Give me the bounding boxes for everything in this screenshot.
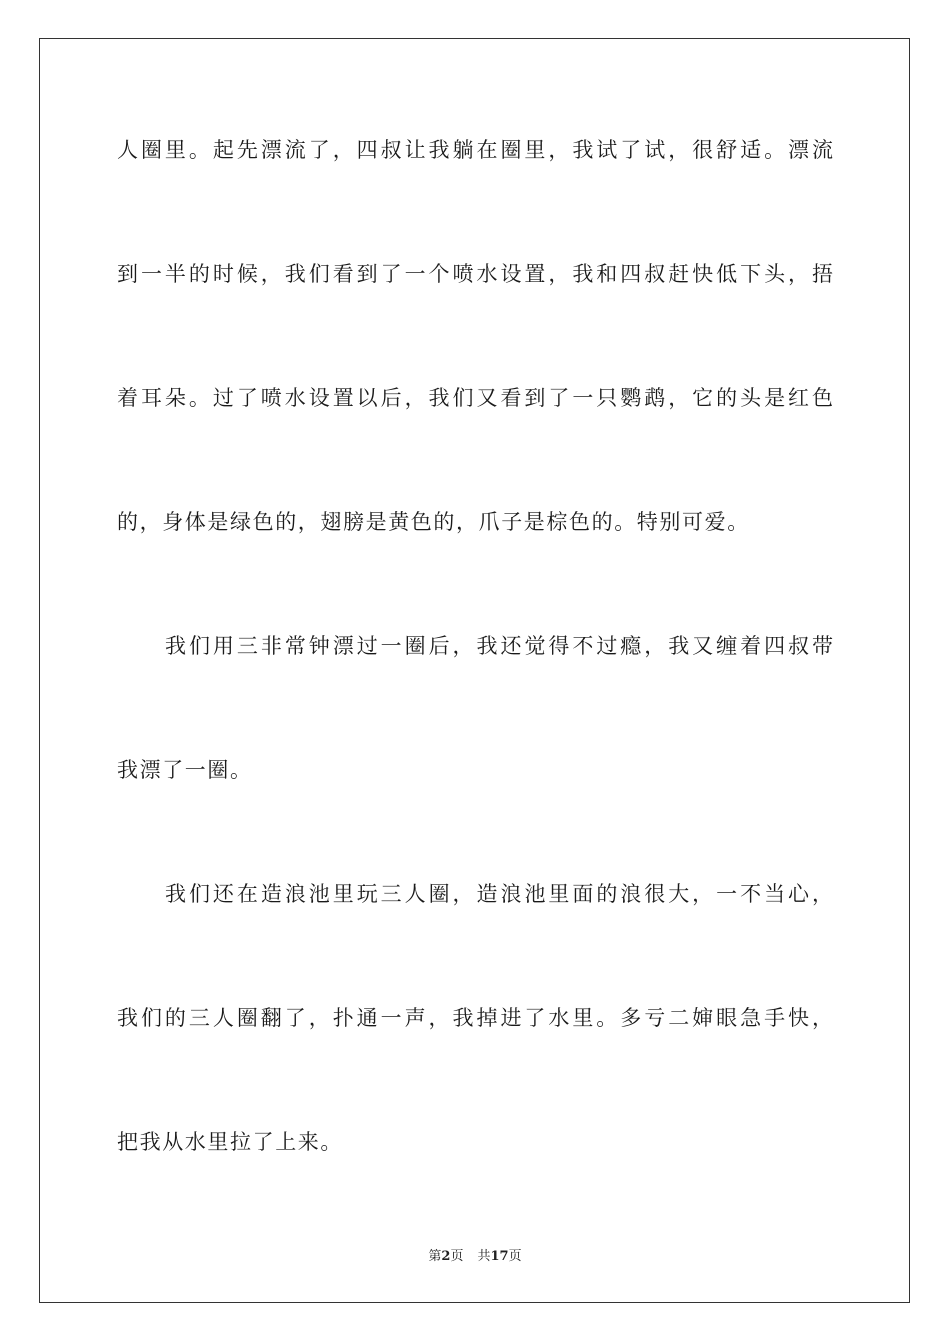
text-line: 人圈里。起先漂流了，四叔让我躺在圈里，我试了试，很舒适。漂流 xyxy=(117,138,833,162)
text-line: 我们还在造浪池里玩三人圈，造浪池里面的浪很大，一不当心， xyxy=(165,882,833,906)
text-line: 到一半的时候，我们看到了一个喷水设置，我和四叔赶快低下头，捂 xyxy=(117,262,833,286)
text-line: 着耳朵。过了喷水设置以后，我们又看到了一只鹦鹉，它的头是红色 xyxy=(117,386,833,410)
text-line: 我们用三非常钟漂过一圈后，我还觉得不过瘾，我又缠着四叔带 xyxy=(165,634,833,658)
text-line: 把我从水里拉了上来。 xyxy=(117,1130,343,1154)
total-prefix: 共 xyxy=(477,1249,491,1264)
text-line: 我漂了一圈。 xyxy=(117,758,253,782)
total-suffix: 页 xyxy=(508,1249,522,1264)
page-suffix: 页 xyxy=(450,1249,464,1264)
page-number: 2 xyxy=(441,1249,451,1264)
page-footer xyxy=(0,1245,950,1264)
text-line: 的，身体是绿色的，翅膀是黄色的，爪子是棕色的。特别可爱。 xyxy=(117,510,750,534)
page-prefix: 第 xyxy=(428,1249,442,1264)
total-pages: 17 xyxy=(490,1249,509,1264)
text-line: 我们的三人圈翻了，扑通一声，我掉进了水里。多亏二婶眼急手快， xyxy=(117,1006,833,1030)
document-body xyxy=(117,128,833,1244)
